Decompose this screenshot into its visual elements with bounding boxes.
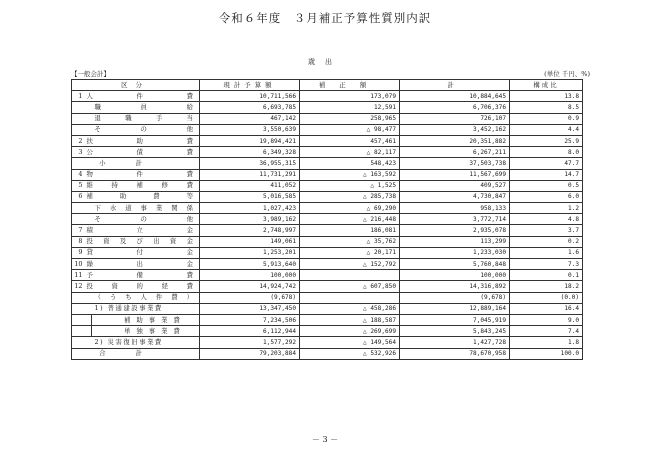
- cell-current: 1,577,292: [200, 337, 300, 348]
- table-row: [72, 102, 583, 113]
- cell-ratio: 4.8: [510, 214, 583, 225]
- table-row: [72, 259, 583, 270]
- cell-correction: △ 98,477: [300, 124, 400, 135]
- header-kubun: 区分: [72, 80, 200, 91]
- cell-ratio: 0.2: [510, 236, 583, 247]
- cell-ratio: 25.9: [510, 135, 583, 146]
- row-label: 積立金: [84, 225, 200, 236]
- cell-current: 10,711,566: [200, 91, 300, 102]
- cell-current: 100,000: [200, 270, 300, 281]
- row-label: 維持補修費: [84, 180, 200, 191]
- table-row: [72, 326, 583, 337]
- cell-correction: △ 285,738: [300, 191, 400, 202]
- cell-current: 13,347,450: [200, 303, 300, 314]
- cell-current: 11,731,291: [200, 169, 300, 180]
- row-label: 繰出金: [84, 259, 200, 270]
- table-row: [72, 303, 583, 314]
- table-row: [72, 91, 583, 102]
- row-number: 1: [72, 91, 84, 102]
- row-number: 9: [72, 247, 84, 258]
- page-number: － 3 －: [311, 435, 339, 444]
- cell-total: 14,316,892: [400, 281, 510, 292]
- header-ratio: 構成比: [510, 80, 583, 91]
- table-row: [72, 314, 583, 325]
- row-label: 人件費: [84, 91, 200, 102]
- cell-ratio: 13.8: [510, 91, 583, 102]
- cell-ratio: 1.8: [510, 337, 583, 348]
- table-row: [72, 225, 583, 236]
- cell-correction: △ 152,792: [300, 259, 400, 270]
- cell-correction: 457,461: [300, 135, 400, 146]
- cell-ratio: 0.5: [510, 180, 583, 191]
- table-row: [72, 247, 583, 258]
- row-number: [72, 337, 84, 348]
- cell-total: 5,760,848: [400, 259, 510, 270]
- cell-correction: △ 216,448: [300, 214, 400, 225]
- account-label: 【一般会計】: [71, 70, 110, 78]
- cell-total: 4,730,847: [400, 191, 510, 202]
- cell-total: 958,133: [400, 203, 510, 214]
- table-row: [72, 348, 583, 359]
- cell-current: 2,748,997: [200, 225, 300, 236]
- cell-current: 36,955,315: [200, 158, 300, 169]
- cell-ratio: 7.3: [510, 259, 583, 270]
- row-label: 退職手当: [92, 113, 200, 124]
- table-row: [72, 158, 583, 169]
- cell-ratio: 100.0: [510, 348, 583, 359]
- row-indent: [84, 102, 92, 113]
- cell-current: 411,052: [200, 180, 300, 191]
- cell-total: 37,503,738: [400, 158, 510, 169]
- cell-total: 6,706,376: [400, 102, 510, 113]
- row-number: 2: [72, 135, 84, 146]
- row-number: [72, 292, 84, 303]
- row-number: 12: [72, 281, 84, 292]
- cell-correction: △ 82,117: [300, 147, 400, 158]
- row-number: [72, 124, 84, 135]
- cell-current: 149,061: [200, 236, 300, 247]
- row-indent: [84, 214, 92, 225]
- cell-total: 1,233,030: [400, 247, 510, 258]
- cell-correction: 258,965: [300, 113, 400, 124]
- cell-total: 100,000: [400, 270, 510, 281]
- row-label: 投資及び出資金: [84, 236, 200, 247]
- cell-correction: △ 163,592: [300, 169, 400, 180]
- cell-ratio: 1.6: [510, 247, 583, 258]
- row-label: 公債費: [84, 147, 200, 158]
- cell-current: 19,894,421: [200, 135, 300, 146]
- cell-total: 12,889,164: [400, 303, 510, 314]
- table-row: [72, 124, 583, 135]
- table-row: [72, 236, 583, 247]
- row-number: [72, 102, 84, 113]
- cell-total: (9,678): [400, 292, 510, 303]
- cell-correction: [300, 292, 400, 303]
- cell-current: 467,142: [200, 113, 300, 124]
- table-row: [72, 135, 583, 146]
- cell-ratio: 1.2: [510, 203, 583, 214]
- header-current: 現計予算額: [200, 80, 300, 91]
- table-header-row: [72, 80, 583, 91]
- row-number: 6: [72, 191, 84, 202]
- row-label: 扶助費: [84, 135, 200, 146]
- cell-current: 3,550,639: [200, 124, 300, 135]
- row-label: 1) 普通建設事業費: [92, 303, 200, 314]
- row-number: [72, 113, 84, 124]
- row-number: 8: [72, 236, 84, 247]
- cell-ratio: 4.4: [510, 124, 583, 135]
- row-number: 4: [72, 169, 84, 180]
- cell-total: 409,527: [400, 180, 510, 191]
- row-label: 単独事業費: [92, 326, 200, 337]
- cell-ratio: 14.7: [510, 169, 583, 180]
- table-row: [72, 191, 583, 202]
- row-number: 3: [72, 147, 84, 158]
- table-row: [72, 169, 583, 180]
- row-label: 予備費: [84, 270, 200, 281]
- row-label: その他: [92, 214, 200, 225]
- cell-current: 6,349,328: [200, 147, 300, 158]
- cell-correction: 12,591: [300, 102, 400, 113]
- cell-correction: △ 532,926: [300, 348, 400, 359]
- row-indent: [84, 124, 92, 135]
- cell-current: 7,234,506: [200, 314, 300, 325]
- table-row: [72, 214, 583, 225]
- cell-correction: △ 607,850: [300, 281, 400, 292]
- cell-correction: △ 149,564: [300, 337, 400, 348]
- cell-ratio: 16.4: [510, 303, 583, 314]
- cell-total: 78,670,958: [400, 348, 510, 359]
- page-title: 令和６年度 ３月補正予算性質別内訳: [218, 11, 432, 25]
- row-number: [72, 303, 84, 314]
- header-total: 計: [400, 80, 510, 91]
- unit-label: (単位 千円、%): [544, 70, 590, 78]
- cell-correction: △ 35,762: [300, 236, 400, 247]
- cell-correction: [300, 270, 400, 281]
- row-number: [72, 314, 84, 325]
- section-subtitle: 歳出: [308, 58, 342, 66]
- cell-correction: △ 269,699: [300, 326, 400, 337]
- row-indent: [84, 303, 92, 314]
- table-row: [72, 180, 583, 191]
- row-label: 小計: [72, 158, 200, 169]
- cell-correction: 548,423: [300, 158, 400, 169]
- cell-correction: △ 1,525: [300, 180, 400, 191]
- cell-ratio: 47.7: [510, 158, 583, 169]
- table-row: [72, 203, 583, 214]
- row-label: 貸付金: [84, 247, 200, 258]
- cell-ratio: 7.4: [510, 326, 583, 337]
- cell-current: 14,924,742: [200, 281, 300, 292]
- header-correction: 補正額: [300, 80, 400, 91]
- cell-ratio: 6.0: [510, 191, 583, 202]
- cell-total: 10,884,645: [400, 91, 510, 102]
- cell-ratio: 0.1: [510, 270, 583, 281]
- cell-correction: △ 458,286: [300, 303, 400, 314]
- cell-total: 20,351,882: [400, 135, 510, 146]
- row-indent: [84, 314, 92, 325]
- cell-current: 79,203,884: [200, 348, 300, 359]
- row-label: その他: [92, 124, 200, 135]
- cell-ratio: 18.2: [510, 281, 583, 292]
- row-number: 5: [72, 180, 84, 191]
- row-label: 補助事業費: [92, 314, 200, 325]
- cell-total: 2,935,078: [400, 225, 510, 236]
- cell-current: 5,913,640: [200, 259, 300, 270]
- cell-ratio: 3.7: [510, 225, 583, 236]
- cell-correction: 173,079: [300, 91, 400, 102]
- cell-current: 6,693,785: [200, 102, 300, 113]
- cell-correction: △ 69,290: [300, 203, 400, 214]
- cell-current: (9,678): [200, 292, 300, 303]
- table-row: [72, 113, 583, 124]
- cell-current: 1,027,423: [200, 203, 300, 214]
- cell-current: 3,989,162: [200, 214, 300, 225]
- row-label: 職員給: [92, 102, 200, 113]
- cell-current: 1,253,201: [200, 247, 300, 258]
- row-label: 下水道事業関係: [92, 203, 200, 214]
- row-indent: [84, 203, 92, 214]
- cell-total: 726,107: [400, 113, 510, 124]
- row-label: （うち人件費）: [92, 292, 200, 303]
- row-label: 補助費等: [84, 191, 200, 202]
- row-indent: [84, 326, 92, 337]
- table-row: [72, 292, 583, 303]
- cell-total: 3,452,162: [400, 124, 510, 135]
- cell-total: 3,772,714: [400, 214, 510, 225]
- cell-ratio: 8.0: [510, 147, 583, 158]
- cell-correction: △ 188,587: [300, 314, 400, 325]
- cell-ratio: 0.9: [510, 113, 583, 124]
- cell-correction: △ 20,171: [300, 247, 400, 258]
- row-indent: [84, 113, 92, 124]
- cell-total: 5,843,245: [400, 326, 510, 337]
- cell-total: 6,267,211: [400, 147, 510, 158]
- table-row: [72, 281, 583, 292]
- row-label: 2) 災害復旧事業費: [92, 337, 200, 348]
- row-indent: [84, 292, 92, 303]
- cell-ratio: (0.0): [510, 292, 583, 303]
- cell-total: 11,567,699: [400, 169, 510, 180]
- cell-total: 113,299: [400, 236, 510, 247]
- row-label: 物件費: [84, 169, 200, 180]
- cell-ratio: 8.5: [510, 102, 583, 113]
- row-label: 投資的経費: [84, 281, 200, 292]
- table-row: [72, 270, 583, 281]
- row-number: 10: [72, 259, 84, 270]
- cell-ratio: 9.0: [510, 314, 583, 325]
- row-label: 合計: [72, 348, 200, 359]
- table-row: [72, 337, 583, 348]
- row-number: [72, 203, 84, 214]
- cell-total: 1,427,728: [400, 337, 510, 348]
- cell-total: 7,045,919: [400, 314, 510, 325]
- row-number: [72, 214, 84, 225]
- cell-correction: 186,081: [300, 225, 400, 236]
- row-number: [72, 326, 84, 337]
- budget-table: [71, 79, 583, 360]
- cell-current: 6,112,944: [200, 326, 300, 337]
- table-row: [72, 147, 583, 158]
- cell-current: 5,016,585: [200, 191, 300, 202]
- row-number: 11: [72, 270, 84, 281]
- row-number: 7: [72, 225, 84, 236]
- row-indent: [84, 337, 92, 348]
